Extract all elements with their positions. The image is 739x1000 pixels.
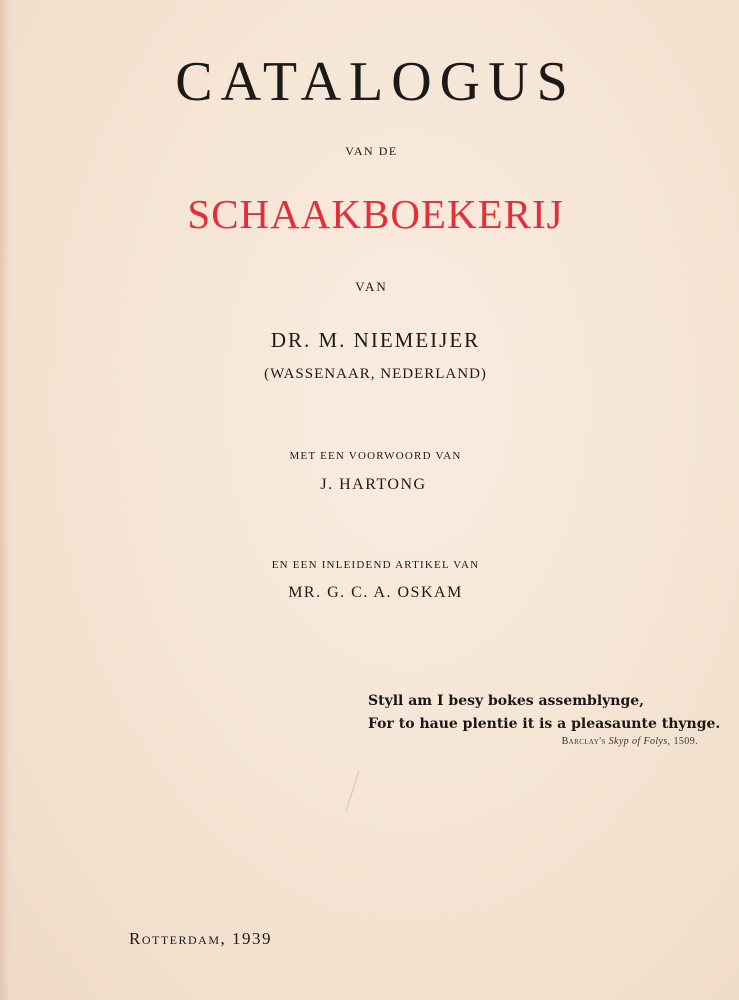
motto-block [368, 690, 730, 747]
van-label: VAN [355, 279, 388, 294]
foreword-author: J. HARTONG [320, 476, 427, 493]
article-author: MR. G. C. A. OSKAM [288, 584, 463, 601]
van-de-label: VAN DE [345, 144, 398, 158]
catalogue-title: CATALOGUS [175, 51, 576, 113]
article-lead: EN EEN INLEIDEND ARTIKEL VAN [271, 559, 480, 571]
author-name: DR. M. NIEMEIJER [270, 328, 481, 352]
author-place: (WASSENAAR, NEDERLAND) [264, 366, 487, 382]
motto-source-year: 1509. [673, 736, 698, 747]
motto-line-2: For to haue plentie it is a pleasaunte thynge. [368, 716, 721, 732]
paper-mark [346, 771, 360, 811]
subject-title: SCHAAKBOEKERIJ [187, 191, 564, 237]
imprint: Rotterdam, 1939 [129, 929, 273, 948]
motto-source [368, 736, 730, 747]
motto-source-name: Barclay's [561, 736, 606, 747]
motto-line-1: Styll am I besy bokes assemblynge, [368, 693, 645, 709]
foreword-lead: MET EEN VOORWOORD VAN [289, 450, 462, 462]
motto-source-work: Skyp of Folys, [608, 736, 671, 747]
